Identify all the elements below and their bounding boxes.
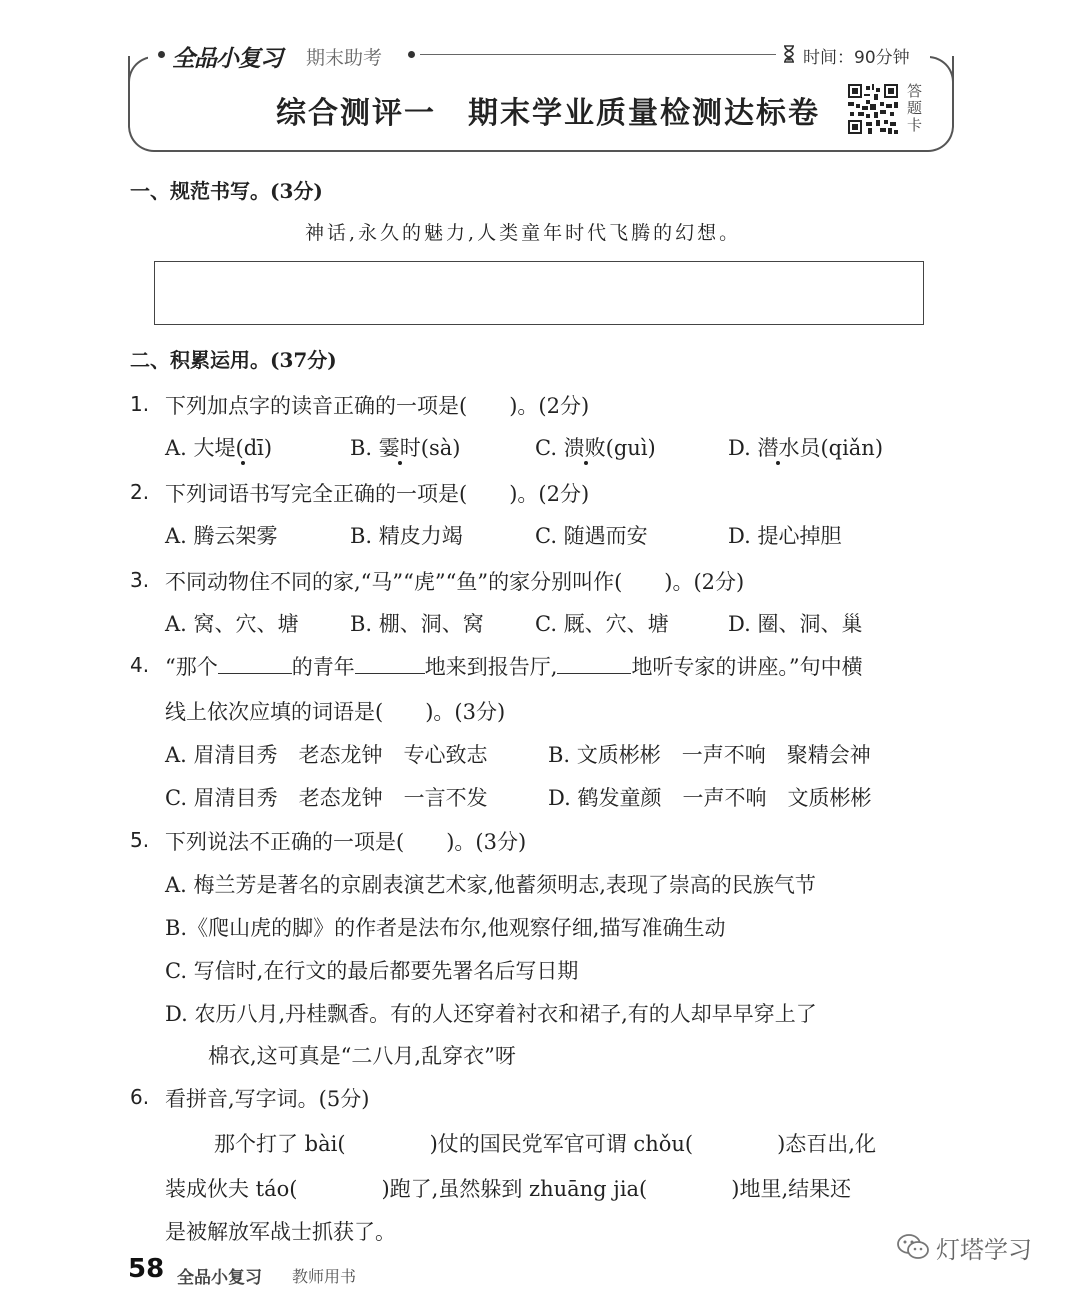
option-d-continued: 棉衣,这可真是“二八月,乱穿衣”呀: [208, 1044, 516, 1068]
fill-blank[interactable]: [355, 651, 425, 674]
footer-subtitle: 教师用书: [292, 1267, 357, 1286]
question-number: 1.: [130, 392, 150, 416]
time-label: 时间：90分钟: [803, 48, 910, 68]
option-b[interactable]: B. 霎时(sà): [350, 436, 461, 460]
page-number: 58: [128, 1254, 165, 1284]
copy-text: 神话,永久的魅力,人类童年时代飞腾的幻想。: [305, 222, 742, 244]
question-stem: 下列说法不正确的一项是( )。(3分): [165, 830, 527, 854]
stem-part: 地听专家的讲座。”句中横: [631, 655, 863, 679]
footer-brand: 全品小复习: [177, 1268, 262, 1288]
question-stem: 看拼音,写字词。(5分): [165, 1087, 370, 1111]
emphasis-dot: [584, 461, 588, 465]
option-c[interactable]: C. 溃败(guì): [535, 436, 656, 460]
option-d[interactable]: D. 鹤发童颜 一声不响 文质彬彬: [548, 786, 872, 810]
pinyin-text: )地里,结果还: [731, 1177, 852, 1201]
question-number: 5.: [130, 828, 150, 852]
question-stem: 下列词语书写完全正确的一项是( )。(2分): [165, 482, 590, 506]
fill-blank[interactable]: [557, 651, 631, 674]
pinyin-line2: [165, 1173, 851, 1203]
question-number: 3.: [130, 568, 150, 592]
emphasis-dot: [241, 461, 245, 465]
question-number: 2.: [130, 480, 150, 504]
watermark: 灯塔学习: [936, 1236, 1032, 1264]
pinyin-line3: 是被解放军战士抓获了。: [165, 1220, 396, 1244]
option-d[interactable]: D. 提心掉胆: [728, 524, 842, 548]
option-d[interactable]: D. 圈、洞、巢: [728, 612, 863, 636]
option-b[interactable]: B. 文质彬彬 一声不响 聚精会神: [548, 743, 871, 767]
emphasis-dot: [776, 461, 780, 465]
answer-card-char: 题: [907, 99, 923, 117]
question-stem-line1: [165, 651, 863, 681]
wechat-icon: [896, 1232, 930, 1262]
question-number: 4.: [130, 653, 150, 677]
pinyin-text: )态百出,化: [777, 1132, 876, 1156]
header-rule: [420, 54, 776, 55]
option-d[interactable]: D. 农历八月,丹桂飘香。有的人还穿着衬衣和裙子,有的人却早早穿上了: [165, 1002, 817, 1026]
question-stem: 不同动物住不同的家,“马”“虎”“鱼”的家分别叫作( )。(2分): [165, 570, 745, 594]
header-dot-left: [158, 51, 165, 58]
answer-card-char: 答: [907, 82, 923, 100]
brand-logo: 全品小复习: [172, 46, 282, 72]
stem-part: 的青年: [291, 655, 355, 679]
pinyin-line1: [214, 1128, 876, 1158]
option-a[interactable]: A. 梅兰芳是著名的京剧表演艺术家,他蓄须明志,表现了崇高的民族气节: [165, 873, 816, 897]
question-number: 6.: [130, 1085, 150, 1109]
option-c[interactable]: C. 厩、穴、塘: [535, 612, 669, 636]
option-c[interactable]: C. 眉清目秀 老态龙钟 一言不发: [165, 786, 488, 810]
page-title: 综合测评一 期末学业质量检测达标卷: [276, 96, 820, 131]
option-a[interactable]: A. 眉清目秀 老态龙钟 专心致志: [165, 743, 488, 767]
header-dot-mid: [408, 51, 415, 58]
option-c[interactable]: C. 写信时,在行文的最后都要先署名后写日期: [165, 959, 579, 983]
answer-card-char: 卡: [907, 116, 923, 134]
section2-heading: 二、积累运用。(37分): [130, 348, 337, 372]
brand-subtitle: 期末助考: [306, 47, 383, 69]
option-a[interactable]: A. 窝、穴、塘: [165, 612, 299, 636]
option-a[interactable]: A. 腾云架雾: [165, 524, 278, 548]
option-d[interactable]: D. 潜水员(qiǎn): [728, 436, 884, 460]
hourglass-icon: [783, 45, 795, 63]
pinyin-text: 装成伙夫 táo(: [165, 1177, 298, 1201]
answer-card-label[interactable]: [907, 83, 922, 134]
qr-code-icon[interactable]: [848, 84, 898, 134]
pinyin-text: 那个打了 bài(: [214, 1132, 346, 1156]
option-b[interactable]: B.《爬山虎的脚》的作者是法布尔,他观察仔细,描写准确生动: [165, 916, 726, 940]
option-b[interactable]: B. 精皮力竭: [350, 524, 463, 548]
option-a[interactable]: A. 大堤(dī): [165, 436, 273, 460]
stem-part: “那个: [165, 655, 218, 679]
fill-blank[interactable]: [218, 651, 292, 674]
option-b[interactable]: B. 棚、洞、窝: [350, 612, 484, 636]
pinyin-text: )跑了,虽然躲到 zhuāng jia(: [381, 1177, 648, 1201]
option-c[interactable]: C. 随遇而安: [535, 524, 648, 548]
writing-box[interactable]: [154, 261, 924, 325]
question-stem-line2: 线上依次应填的词语是( )。(3分): [165, 700, 506, 724]
question-stem: 下列加点字的读音正确的一项是( )。(2分): [165, 394, 590, 418]
pinyin-text: )仗的国民党军官可谓 chǒu(: [429, 1132, 694, 1156]
section1-heading: 一、规范书写。(3分): [130, 179, 323, 203]
stem-part: 地来到报告厅,: [424, 655, 558, 679]
emphasis-dot: [398, 461, 402, 465]
